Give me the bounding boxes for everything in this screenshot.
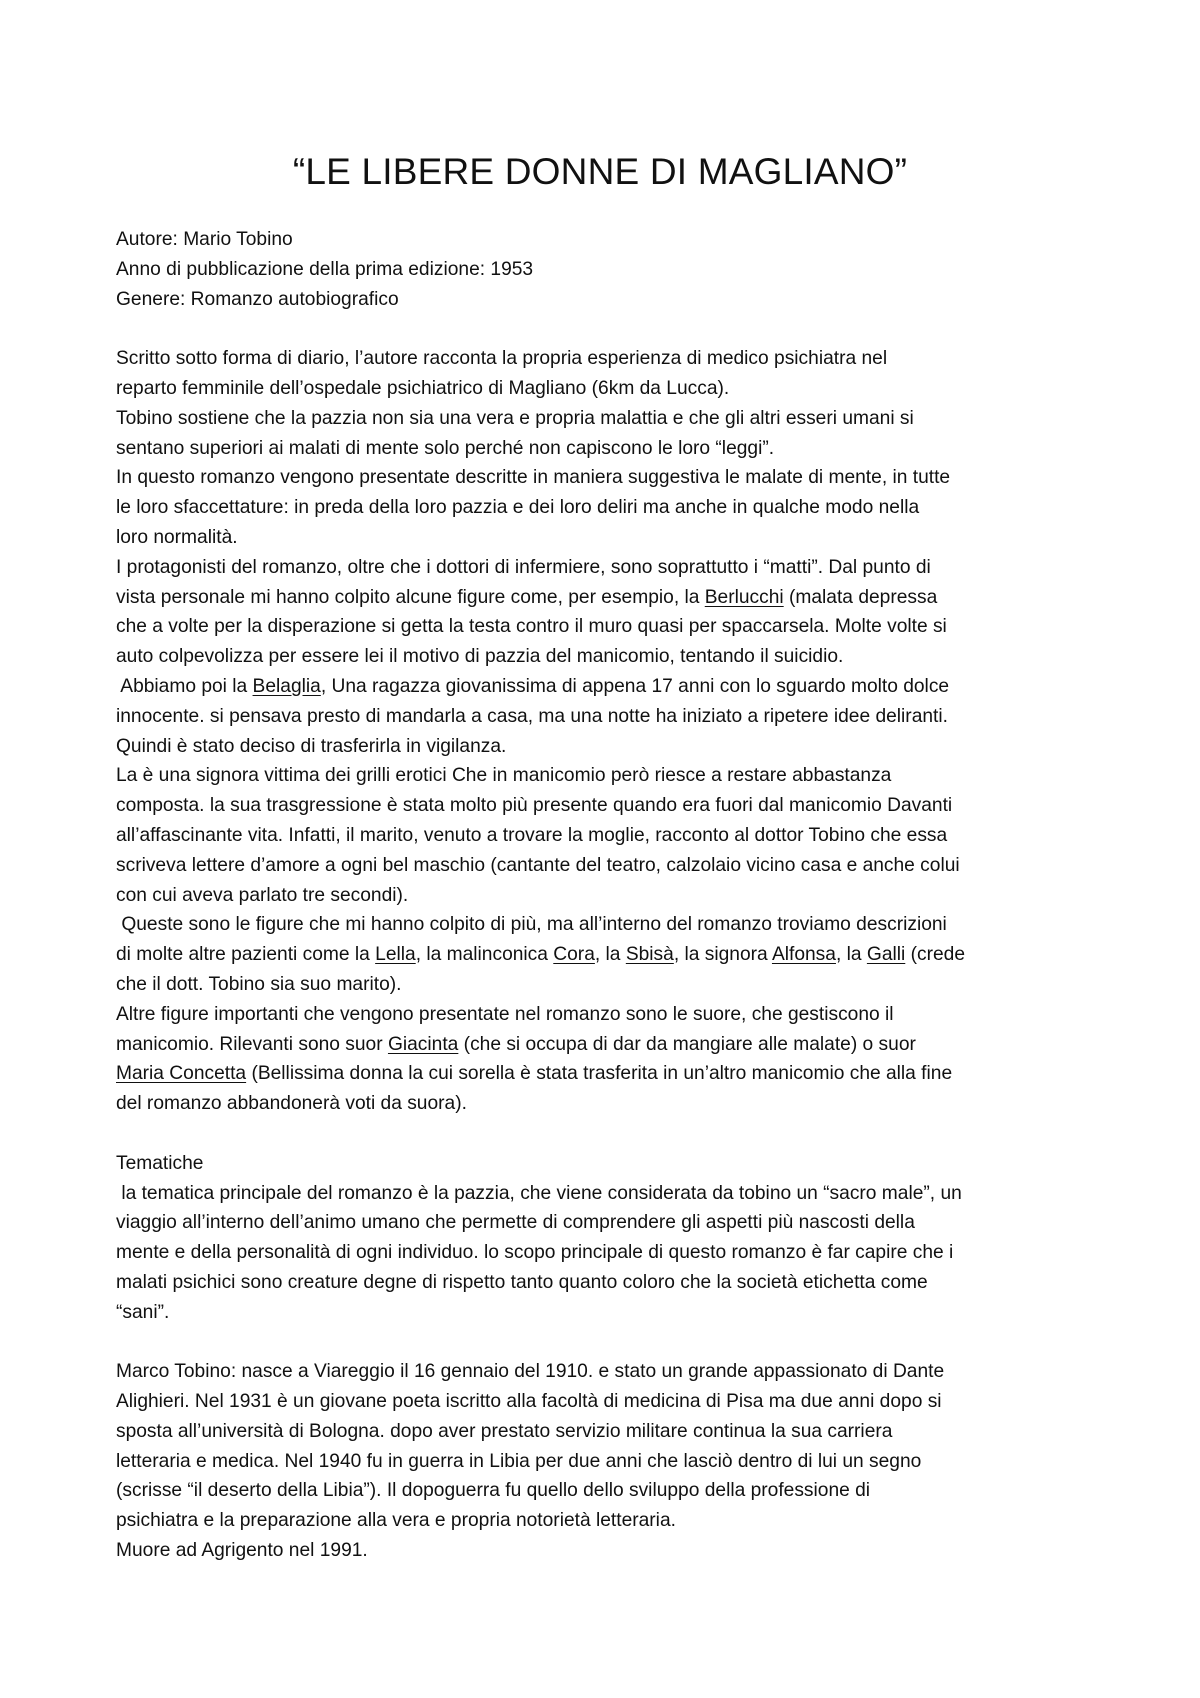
text-fragment: , la signora: [673, 944, 772, 966]
text-line: Alighieri. Nel 1931 è un giovane poeta iscritto alla facoltà di medicina di Pisa ma due anni dopo si: [116, 1391, 942, 1413]
text-fragment: , Una ragazza giovanissima di appena 17 anni con lo sguardo molto dolce: [320, 675, 950, 697]
character-name-lella: Lella: [375, 944, 416, 966]
text-fragment: manicomio. Rilevanti sono suor: [116, 1033, 388, 1055]
character-name-cora: Cora: [553, 944, 595, 966]
text-line: composta. la sua trasgressione è stata molto più presente quando era fuori dal manicomio Davanti: [116, 795, 953, 817]
text-line: reparto femminile dell’ospedale psichiatrico di Magliano (6km da Lucca).: [116, 377, 730, 399]
text-fragment: (malata depressa: [783, 586, 938, 608]
text-line: Marco Tobino: nasce a Viareggio il 16 gennaio del 1910. e stato un grande appassionato di Dante: [116, 1361, 945, 1383]
text-line: psichiatra e la preparazione alla vera e propria notorietà letteraria.: [116, 1510, 676, 1532]
author-line: Autore: Mario Tobino: [116, 229, 293, 250]
character-name-giacinta: Giacinta: [387, 1033, 459, 1055]
document-body: [116, 225, 1106, 1566]
text-line: [116, 1030, 1106, 1060]
character-name-berlucchi: Berlucchi: [704, 586, 784, 608]
text-line: sposta all’università di Bologna. dopo aver prestato servizio militare continua la sua carriera: [116, 1420, 893, 1442]
text-line: loro normalità.: [116, 526, 238, 548]
text-line: viaggio all’interno dell’animo umano che permette di comprendere gli aspetti più nascosti della: [116, 1212, 915, 1234]
themes-section: [116, 1149, 1106, 1328]
text-fragment: (Bellissima donna la cui sorella è stata trasferita in un’altro manicomio che alla fine: [246, 1063, 953, 1085]
genre-line: Genere: Romanzo autobiografico: [116, 288, 399, 310]
text-line: In questo romanzo vengono presentate descritte in maniera suggestiva le malate di mente, in tutte: [116, 467, 951, 489]
text-line: auto colpevolizza per essere lei il motivo di pazzia del manicomio, tentando il suicidio.: [116, 646, 844, 668]
text-line: del romanzo abbandonerà voti da suora).: [116, 1093, 467, 1115]
text-fragment: , la: [835, 944, 867, 966]
paragraph-gap: [116, 314, 1106, 344]
text-line: Scritto sotto forma di diario, l’autore racconta la propria esperienza di medico psichiatra nel: [116, 348, 888, 370]
text-line: Quindi è stato deciso di trasferirla in vigilanza.: [116, 735, 507, 757]
text-line: scriveva lettere d’amore a ogni bel maschio (cantante del teatro, calzolaio vicino casa e anche colui: [116, 854, 960, 876]
text-line: innocente. si pensava presto di mandarla a casa, ma una notte ha iniziato a ripetere idee deliranti.: [116, 705, 948, 727]
text-line: la tematica principale del romanzo è la pazzia, che viene considerata da tobino un “sacro male”, un: [116, 1182, 962, 1204]
text-line: Muore ad Agrigento nel 1991.: [116, 1540, 368, 1562]
themes-heading: Tematiche: [116, 1152, 204, 1174]
character-name-maria-concetta: Maria Concetta: [116, 1063, 247, 1085]
document-title: “LE LIBERE DONNE DI MAGLIANO”: [292, 151, 908, 192]
text-fragment: (che si occupa di dar da mangiare alle malate) o suor: [458, 1033, 916, 1055]
text-line: (scrisse “il deserto della Libia”). Il dopoguerra fu quello dello sviluppo della professione di: [116, 1480, 871, 1502]
book-metadata: [116, 225, 1106, 314]
paragraph-gap: [116, 1327, 1106, 1357]
biography-section: [116, 1357, 1106, 1566]
text-fragment: (crede: [905, 944, 965, 966]
character-name-galli: Galli: [866, 944, 906, 966]
text-fragment: , la malinconica: [415, 944, 554, 966]
text-fragment: , la: [594, 944, 626, 966]
character-name-belaglia: Belaglia: [252, 675, 321, 697]
text-line: le loro sfaccettature: in preda della loro pazzia e dei loro deliri ma anche in qualche modo nella: [116, 497, 920, 519]
text-fragment: Abbiamo poi la: [116, 675, 253, 697]
text-fragment: vista personale mi hanno colpito alcune figure come, per esempio, la: [116, 586, 705, 608]
paragraph-gap: [116, 1119, 1106, 1149]
text-line: all’affascinante vita. Infatti, il marito, venuto a trovare la moglie, racconto al dottor Tobino che essa: [116, 824, 948, 846]
text-fragment: di molte altre pazienti come la: [116, 944, 376, 966]
character-name-alfonsa: Alfonsa: [771, 944, 836, 966]
text-line: “sani”.: [116, 1301, 170, 1323]
publication-year-line: Anno di pubblicazione della prima edizione: 1953: [116, 258, 534, 280]
text-line: [116, 583, 1106, 613]
text-line: mente e della personalità di ogni individuo. lo scopo principale di questo romanzo è far capire che i: [116, 1242, 954, 1264]
text-line: letteraria e medica. Nel 1940 fu in guerra in Libia per due anni che lasciò dentro di lui un segno: [116, 1450, 922, 1472]
text-line: [116, 940, 1106, 970]
text-line: Altre figure importanti che vengono presentate nel romanzo sono le suore, che gestiscono il: [116, 1003, 894, 1025]
text-line: malati psichici sono creature degne di rispetto tanto quanto coloro che la società etichetta come: [116, 1271, 928, 1293]
text-line: con cui aveva parlato tre secondi).: [116, 884, 409, 906]
text-line: Tobino sostiene che la pazzia non sia una vera e propria malattia e che gli altri esseri umani si: [116, 407, 914, 429]
text-line: che a volte per la disperazione si getta la testa contro il muro quasi per spaccarsela. Molte volte si: [116, 616, 947, 638]
text-line: Queste sono le figure che mi hanno colpito di più, ma all’interno del romanzo troviamo descrizioni: [116, 914, 947, 936]
text-line: [116, 1059, 1106, 1089]
text-line: La è una signora vittima dei grilli erotici Che in manicomio però riesce a restare abbastanza: [116, 765, 892, 787]
summary-section: [116, 344, 1106, 1119]
character-name-sbisa: Sbisà: [625, 944, 674, 966]
text-line: [116, 672, 1106, 702]
text-line: I protagonisti del romanzo, oltre che i dottori di infermiere, sono soprattutto i “matti”. Dal punto di: [116, 556, 931, 578]
text-line: che il dott. Tobino sia suo marito).: [116, 973, 402, 995]
text-line: sentano superiori ai malati di mente solo perché non capiscono le loro “leggi”.: [116, 437, 775, 459]
